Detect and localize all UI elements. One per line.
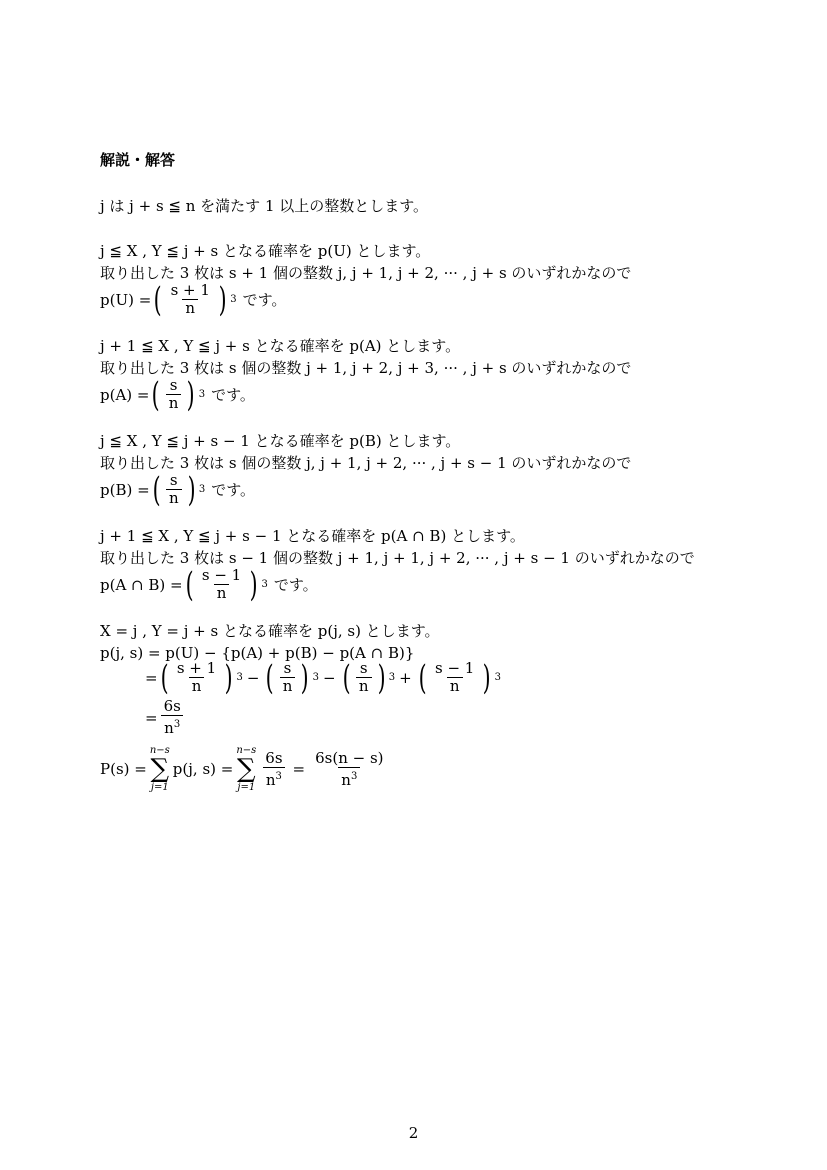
ab-tail: です。 [273, 575, 318, 594]
u-tail: です。 [242, 290, 287, 309]
sum-frac1-num: 6s [265, 748, 283, 767]
minus-sign: − [323, 668, 336, 687]
section-heading: 解説・解答 [100, 151, 176, 169]
sum-lhs: P(s) = [100, 760, 147, 778]
sigma-1-symbol: ∑ [150, 754, 170, 784]
sigma-2-symbol: ∑ [237, 754, 256, 784]
right-paren: ) [187, 469, 196, 510]
pjs-t2-den: n [280, 677, 296, 695]
pjs-t4-den: n [447, 677, 463, 695]
pjs-t4-exp: 3 [494, 671, 501, 683]
pjs-t3-exp: 3 [388, 671, 396, 683]
ab-formula [100, 564, 318, 605]
sum-frac1 [262, 750, 285, 789]
a-denominator: n [166, 394, 182, 412]
sum-term1: p(j, s) = [172, 760, 234, 778]
left-paren: ( [152, 469, 161, 510]
sigma-2-upper: n−s [236, 745, 257, 756]
pjs-result-den-base: n [164, 719, 174, 737]
u-lhs: p(U) = [100, 290, 152, 309]
a-lhs: p(A) = [100, 385, 150, 404]
right-paren: ) [224, 657, 233, 698]
sigma-1 [150, 745, 170, 793]
sum-frac2-num: 6s(n − s) [315, 748, 384, 767]
sigma-2-lower: j=1 [237, 782, 256, 793]
left-paren: ( [153, 279, 162, 320]
plus-sign: + [399, 668, 412, 687]
pjs-result-num: 6s [163, 697, 181, 715]
pjs-t2-exp: 3 [312, 671, 319, 683]
b-fraction [166, 472, 182, 507]
u-definition: j ≦ X , Y ≦ j + s となる確率を p(U) とします。 [100, 242, 431, 260]
sum-frac1-den-base: n [265, 770, 276, 789]
ab-denominator: n [214, 584, 230, 602]
b-reason: 取り出した 3 枚は s 個の整数 j, j + 1, j + 2, ··· , j + s − 1 のいずれかなので [100, 454, 632, 472]
pjs-t1 [174, 660, 219, 695]
pjs-t1-den: n [189, 677, 205, 695]
right-paren: ) [377, 657, 386, 698]
ab-lhs: p(A ∩ B) = [100, 575, 183, 594]
right-paren: ) [218, 279, 227, 320]
b-tail: です。 [211, 480, 256, 499]
u-reason: 取り出した 3 枚は s + 1 個の整数 j, j + 1, j + 2, ··· , j + s のいずれかなので [100, 264, 632, 282]
pjs-t2 [280, 660, 296, 695]
right-paren: ) [187, 374, 196, 415]
u-formula [100, 279, 287, 320]
pjs-t4 [432, 660, 477, 695]
pjs-definition: X = j , Y = j + s となる確率を p(j, s) とします。 [100, 622, 440, 640]
sum-frac2-den-base: n [341, 770, 351, 789]
right-paren: ) [483, 657, 491, 698]
pjs-result-den [161, 715, 183, 737]
intro-text: j は j + s ≦ n を満たす 1 以上の整数とします。 [100, 197, 429, 215]
sigma-1-upper: n−s [149, 745, 170, 756]
left-paren: ( [185, 564, 194, 605]
u-exponent: 3 [230, 293, 237, 305]
minus-sign: − [246, 668, 260, 687]
left-paren: ( [342, 657, 351, 698]
u-numerator: s + 1 [170, 281, 210, 299]
pjs-line3 [100, 698, 187, 737]
sum-frac2-den-exp: 3 [350, 770, 358, 782]
sum-frac2 [312, 750, 386, 789]
b-exponent: 3 [198, 483, 206, 495]
sigma-2 [236, 745, 256, 793]
pjs-t3-num: s [359, 659, 368, 677]
pjs-result [161, 698, 184, 737]
pjs-result-den-exp: 3 [173, 719, 181, 730]
a-reason: 取り出した 3 枚は s 個の整数 j + 1, j + 2, j + 3, ··· , j + s のいずれかなので [100, 359, 632, 377]
a-fraction [166, 377, 182, 412]
a-numerator: s [169, 376, 178, 394]
equals-sign: = [292, 760, 306, 778]
b-lhs: p(B) = [100, 480, 150, 499]
b-formula [100, 469, 256, 510]
b-denominator: n [166, 489, 182, 507]
a-tail: です。 [211, 385, 255, 404]
u-fraction [168, 282, 213, 317]
a-exponent: 3 [198, 388, 206, 400]
left-paren: ( [160, 657, 169, 698]
ab-definition: j + 1 ≦ X , Y ≦ j + s − 1 となる確率を p(A ∩ B) とします。 [100, 527, 525, 545]
ab-exponent: 3 [261, 578, 268, 590]
pjs-t1-exp: 3 [236, 671, 243, 683]
right-paren: ) [249, 564, 258, 605]
b-definition: j ≦ X , Y ≦ j + s − 1 となる確率を p(B) とします。 [100, 432, 461, 450]
ab-reason: 取り出した 3 枚は s − 1 個の整数 j + 1, j + 1, j + 2, ··· , j + s − 1 のいずれかなので [100, 549, 695, 567]
sum-frac2-den [338, 767, 360, 789]
pjs-t3 [356, 660, 372, 695]
pjs-t1-num: s + 1 [176, 659, 217, 677]
pjs-eq3: = [145, 708, 158, 727]
pjs-t3-den: n [356, 677, 372, 695]
sigma-1-lower: j=1 [150, 782, 169, 793]
pjs-eq2: = [145, 668, 158, 687]
page-number: 2 [408, 1124, 419, 1142]
pjs-t2-num: s [283, 659, 292, 677]
left-paren: ( [418, 657, 427, 698]
right-paren: ) [301, 657, 309, 698]
pjs-t4-num: s − 1 [435, 659, 475, 677]
a-formula [100, 374, 255, 415]
sum-frac1-den [263, 767, 285, 789]
left-paren: ( [266, 657, 275, 698]
ab-fraction [199, 567, 244, 602]
pjs-line2 [100, 657, 501, 698]
a-definition: j + 1 ≦ X , Y ≦ j + s となる確率を p(A) とします。 [100, 337, 461, 355]
sum-frac1-den-exp: 3 [275, 770, 282, 782]
left-paren: ( [152, 374, 161, 415]
b-numerator: s [169, 471, 178, 489]
pjs-line1: p(j, s) = p(U) − {p(A) + p(B) − p(A ∩ B)} [100, 644, 415, 662]
sum-formula [100, 745, 390, 793]
u-denominator: n [182, 299, 198, 317]
ab-numerator: s − 1 [201, 566, 242, 584]
